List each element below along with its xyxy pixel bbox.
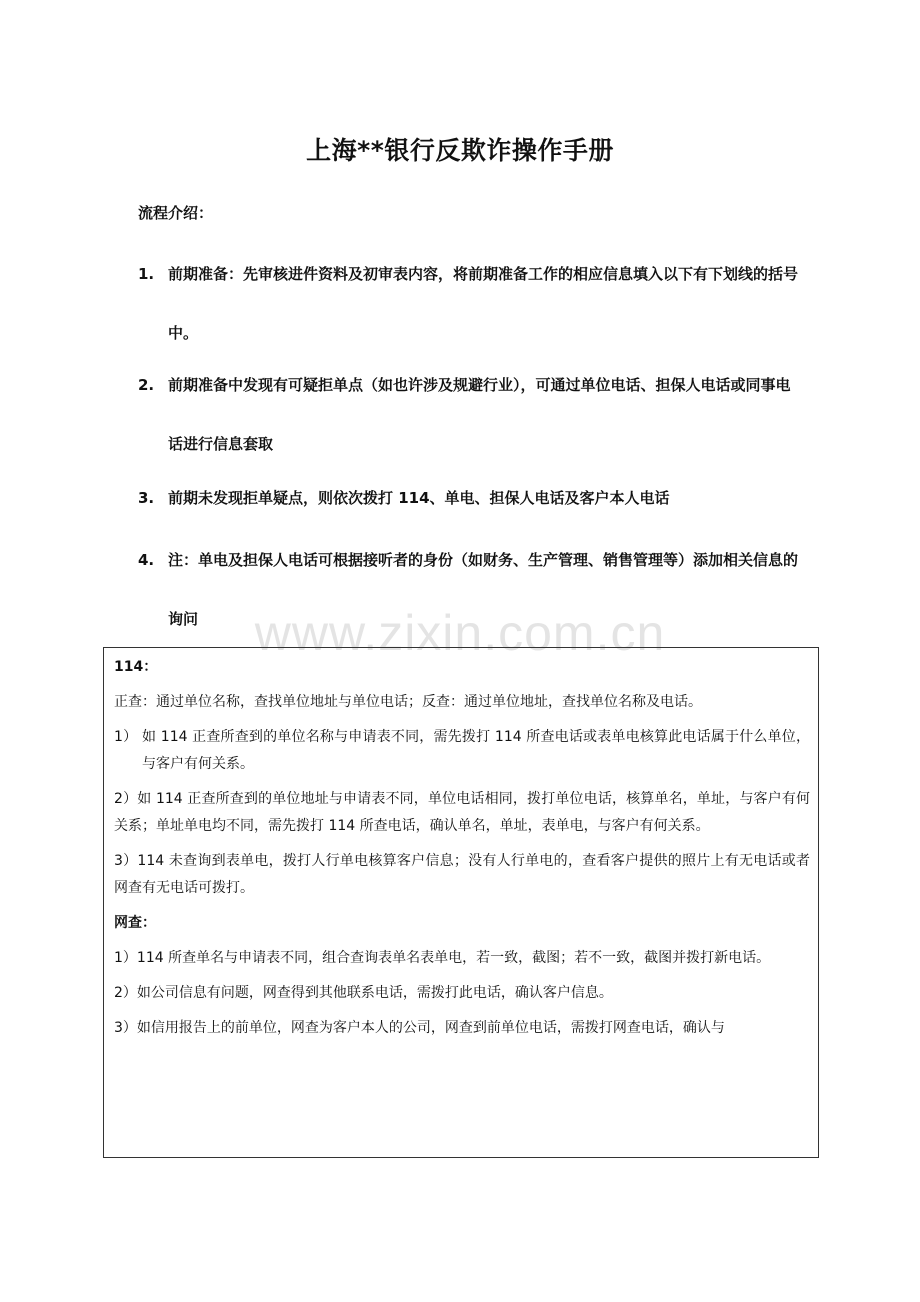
step-text: 前期准备中发现有可疑拒单点（如也许涉及规避行业），可通过单位电话、担保人电话或同事电话进行信息套取 xyxy=(168,376,791,453)
step-number: 2. xyxy=(138,376,155,394)
procedure-box xyxy=(103,647,819,1158)
step-text: 注：单电及担保人电话可根据接听者的身份（如财务、生产管理、销售管理等）添加相关信息的询问 xyxy=(168,551,799,628)
step-1 xyxy=(138,245,798,363)
section-114-intro: 正查：通过单位名称，查找单位地址与单位电话；反查：通过单位地址，查找单位名称及电话。 xyxy=(114,694,702,710)
web-check-item-2: 2）如公司信息有问题，网查得到其他联系电话，需拨打此电话，确认客户信息。 xyxy=(114,985,613,1001)
step-text: 前期未发现拒单疑点，则依次拨打 114、单电、担保人电话及客户本人电话 xyxy=(168,489,670,507)
document-title: 上海**银行反欺诈操作手册 xyxy=(306,136,614,165)
step-2 xyxy=(138,356,798,474)
step-number: 1. xyxy=(138,265,155,283)
section-heading-114: 114： xyxy=(114,659,158,675)
step-text: 前期准备：先审核进件资料及初审表内容，将前期准备工作的相应信息填入以下有下划线的括号中。 xyxy=(168,265,799,342)
section-heading-web-check: 网查： xyxy=(114,915,156,931)
step-3 xyxy=(138,469,798,528)
section-114-item-1: 1） 如 114 正查所查到的单位名称与申请表不同，需先拨打 114 所查电话或表单电核算此电话属于什么单位，与客户有何关系。 xyxy=(114,729,810,772)
step-number: 4. xyxy=(138,551,155,569)
section-114-item-2: 2）如 114 正查所查到的单位地址与申请表不同，单位电话相同，拨打单位电话，核算单名，单址，与客户有何关系；单址单电均不同，需先拨打 114 所查电话，确认单名，单址，表单电，与客户有何关系。 xyxy=(114,791,810,834)
intro-label: 流程介绍： xyxy=(138,204,214,222)
step-number: 3. xyxy=(138,489,155,507)
web-check-item-3: 3）如信用报告上的前单位，网查为客户本人的公司，网查到前单位电话，需拨打网查电话，确认与 xyxy=(114,1020,725,1036)
watermark: www.zixin.com.cn xyxy=(254,605,666,661)
section-114-item-3: 3）114 未查询到表单电，拨打人行单电核算客户信息；没有人行单电的，查看客户提供的照片上有无电话或者网查有无电话可拨打。 xyxy=(114,853,810,896)
web-check-item-1: 1）114 所查单名与申请表不同，组合查询表单名表单电，若一致，截图；若不一致，截图并拨打新电话。 xyxy=(114,950,771,966)
